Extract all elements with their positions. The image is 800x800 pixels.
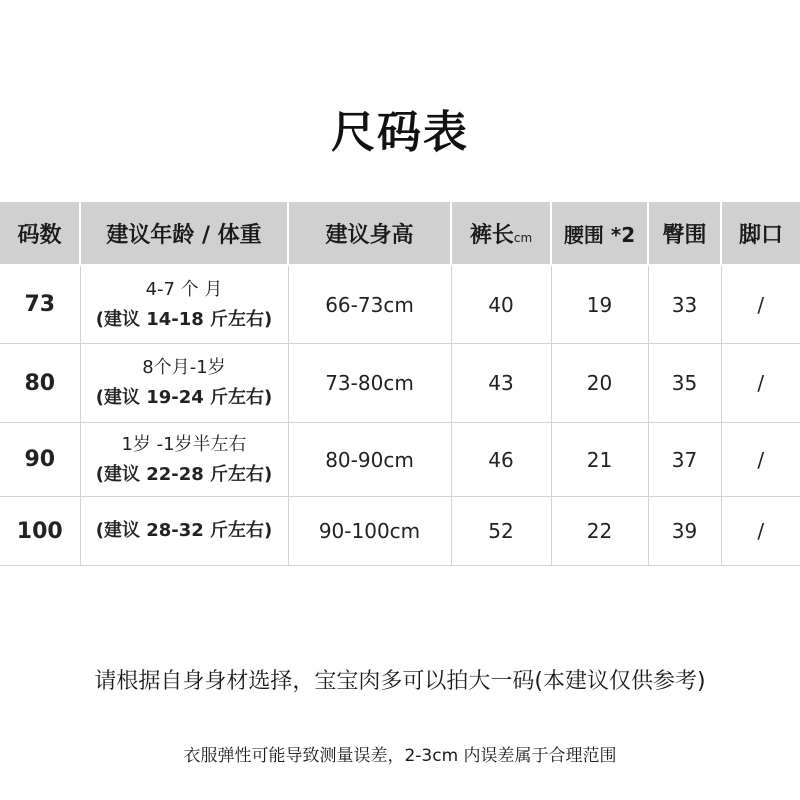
hip-cell: 33 xyxy=(648,265,721,344)
age-text: 8个月-1岁 xyxy=(142,357,226,378)
table-row xyxy=(0,497,800,566)
cuff-cell: / xyxy=(721,497,800,566)
sizing-advice-note: 请根据自身身材选择，宝宝肉多可以拍大一码(本建议仅供参考) xyxy=(94,669,706,694)
measurement-error-note: 衣服弹性可能导致测量误差，2-3cm 内误差属于合理范围 xyxy=(183,746,617,766)
header-pants-length xyxy=(451,201,551,265)
length-cell: 52 xyxy=(451,497,551,566)
length-cell: 46 xyxy=(451,423,551,497)
hip-cell: 35 xyxy=(648,344,721,423)
height-cell: 66-73cm xyxy=(288,265,451,344)
weight-text: (建议 22-28 斤左右) xyxy=(95,463,273,485)
table-row xyxy=(0,344,800,423)
weight-text: (建议 14-18 斤左右) xyxy=(95,308,273,330)
height-cell: 90-100cm xyxy=(288,497,451,566)
height-cell: 80-90cm xyxy=(288,423,451,497)
header-pants-length-label: 裤长 xyxy=(469,222,514,248)
age-weight-cell xyxy=(80,423,288,497)
age-weight-cell xyxy=(80,265,288,344)
age-text: 4-7 个 月 xyxy=(145,278,223,300)
cuff-cell: / xyxy=(721,423,800,497)
cuff-cell: / xyxy=(721,265,800,344)
hip-cell: 37 xyxy=(648,423,721,497)
size-chart-table xyxy=(0,200,800,566)
age-weight-cell xyxy=(80,344,288,423)
weight-text: (建议 28-32 斤左右) xyxy=(95,520,273,541)
waist-cell: 20 xyxy=(551,344,648,423)
page-title: 尺码表 xyxy=(331,107,469,158)
size-cell: 80 xyxy=(0,344,80,423)
weight-text: (建议 19-24 斤左右) xyxy=(95,387,273,408)
waist-cell: 22 xyxy=(551,497,648,566)
hip-cell: 39 xyxy=(648,497,721,566)
header-height: 建议身高 xyxy=(288,201,451,265)
length-cell: 43 xyxy=(451,344,551,423)
header-age-weight: 建议年龄 / 体重 xyxy=(80,201,288,265)
height-cell: 73-80cm xyxy=(288,344,451,423)
age-text: 1岁 -1岁半左右 xyxy=(121,433,247,455)
table-row xyxy=(0,423,800,497)
header-cuff: 脚口 xyxy=(721,201,800,265)
size-cell: 90 xyxy=(0,423,80,497)
header-pants-length-unit: cm xyxy=(513,230,533,245)
cuff-cell: / xyxy=(721,344,800,423)
header-hip: 臀围 xyxy=(648,201,721,265)
size-cell: 100 xyxy=(0,497,80,566)
table-row xyxy=(0,265,800,344)
header-waist: 腰围 *2 xyxy=(551,201,648,265)
size-cell: 73 xyxy=(0,265,80,344)
waist-cell: 19 xyxy=(551,265,648,344)
age-weight-cell xyxy=(80,497,288,566)
header-size: 码数 xyxy=(0,201,80,265)
waist-cell: 21 xyxy=(551,423,648,497)
table-header-row xyxy=(0,201,800,265)
length-cell: 40 xyxy=(451,265,551,344)
